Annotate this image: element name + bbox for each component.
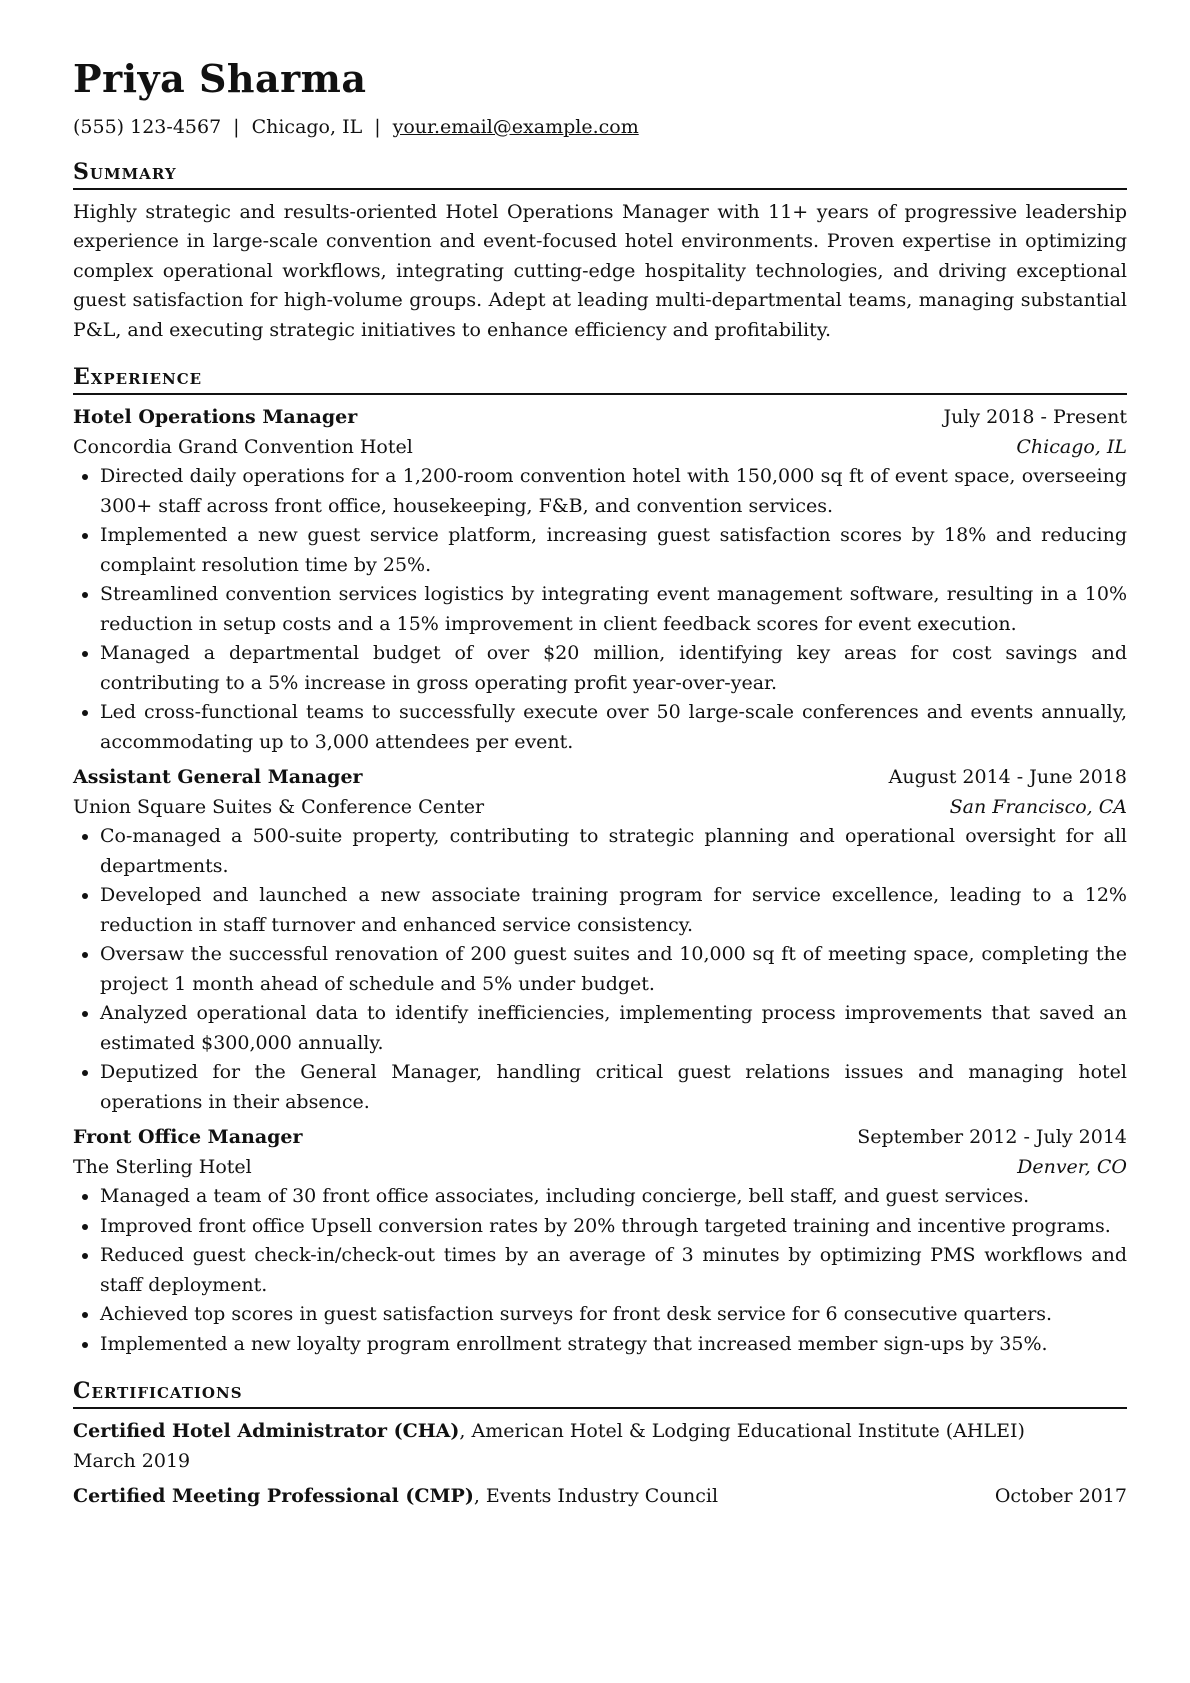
job-entry [73,403,1127,757]
job-bullet: • Managed a team of 30 front office associates, including concierge, bell staff, and guest services. [100,1182,1127,1212]
job-bullet: • Analyzed operational data to identify inefficiencies, implementing process improvements that saved an estimated $300,000 annually. [100,999,1127,1058]
certifications-section [73,1377,1127,1512]
job-company: Union Square Suites & Conference Center [73,795,485,818]
certification-name: Certified Hotel Administrator (CHA) [73,1420,460,1443]
job-title: Front Office Manager [73,1126,303,1149]
job-title: Assistant General Manager [73,766,363,789]
job-company: Concordia Grand Convention Hotel [73,435,413,458]
contact-location: Chicago, IL [251,115,363,138]
job-bullet: • Achieved top scores in guest satisfaction surveys for front desk service for 6 consecutive quarters. [100,1300,1127,1330]
job-bullet: • Implemented a new guest service platform, increasing guest satisfaction scores by 18% and reducing complaint resolution time by 25%. [100,521,1127,580]
certification-date: October 2017 [994,1485,1127,1508]
job-bullet: • Oversaw the successful renovation of 200 guest suites and 10,000 sq ft of meeting space, completing the project 1 month ahead of schedule and 5% under budget. [100,940,1127,999]
section-title-certifications: Certifications [73,1377,1127,1409]
job-entry [73,1123,1127,1359]
job-entry [73,763,1127,1117]
job-header-row [73,1123,1127,1153]
email-link[interactable]: your.email@example.com [392,115,639,138]
certification-issuer: , Events Industry Council [473,1485,719,1508]
certification-item [73,1417,1127,1476]
job-bullet: • Led cross-functional teams to successfully execute over 50 large-scale conferences and events annually, accommodating up to 3,000 attendees per event. [100,698,1127,757]
contact-separator: | [374,115,381,138]
job-bullet-list [73,822,1127,1117]
job-bullet-list [73,1182,1127,1359]
certification-item [73,1482,1127,1512]
job-header-row [73,403,1127,433]
job-dates: July 2018 - Present [943,406,1127,429]
job-company-row [73,433,1127,463]
job-bullet: • Reduced guest check-in/check-out times by an average of 3 minutes by optimizing PMS workflows and staff deployment. [100,1241,1127,1300]
job-bullet: • Deputized for the General Manager, handling critical guest relations issues and managing hotel operations in their absence. [100,1058,1127,1117]
job-bullet: • Managed a departmental budget of over $20 million, identifying key areas for cost savings and contributing to a 5% increase in gross operating profit year-over-year. [100,639,1127,698]
job-dates: August 2014 - June 2018 [888,766,1127,789]
summary-text: Highly strategic and results-oriented Hotel Operations Manager with 11+ years of progressive leadership experience in large-scale convention and event-focused hotel environments. Proven expertise in optimizing complex operational workflows, integrating cutting-edge hospitality technologies, and driving exceptional guest satisfaction for high-volume groups. Adept at leading multi-departmental teams, managing substantial P&L, and executing strategic initiatives to enhance efficiency and profitability. [73,200,1127,341]
job-bullet: • Streamlined convention services logistics by integrating event management software, resulting in a 10% reduction in setup costs and a 15% improvement in client feedback scores for event execution. [100,580,1127,639]
job-location: Denver, CO [1017,1155,1127,1178]
section-title-experience: Experience [73,363,1127,395]
job-bullet: • Co-managed a 500-suite property, contributing to strategic planning and operational oversight for all departments. [100,822,1127,881]
job-title: Hotel Operations Manager [73,406,358,429]
certification-name: Certified Meeting Professional (CMP) [73,1485,474,1508]
certification-date: March 2019 [73,1449,191,1472]
job-bullet: • Implemented a new loyalty program enrollment strategy that increased member sign-ups by 35%. [100,1330,1127,1360]
job-bullet: • Developed and launched a new associate training program for service excellence, leading to a 12% reduction in staff turnover and enhanced service consistency. [100,881,1127,940]
job-header-row [73,763,1127,793]
job-company-row [73,1153,1127,1183]
job-dates: September 2012 - July 2014 [857,1126,1127,1149]
summary-section [73,158,1127,346]
job-location: Chicago, IL [1016,435,1127,458]
candidate-name: Priya Sharma [73,56,367,101]
certification-issuer: , American Hotel & Lodging Educational Institute (AHLEI) [459,1420,1025,1443]
job-bullet: • Directed daily operations for a 1,200-room convention hotel with 150,000 sq ft of event space, overseeing 300+ staff across front office, housekeeping, F&B, and convention services. [100,462,1127,521]
job-bullet: • Improved front office Upsell conversion rates by 20% through targeted training and incentive programs. [100,1212,1127,1242]
job-location: San Francisco, CA [949,795,1127,818]
section-title-summary: Summary [73,158,1127,190]
job-bullet-list [73,462,1127,757]
contact-separator: | [233,115,240,138]
job-company: The Sterling Hotel [73,1155,252,1178]
contact-line [73,114,1127,140]
phone-number: (555) 123-4567 [73,115,222,138]
job-company-row [73,793,1127,823]
resume-page [73,58,1127,1512]
experience-section [73,363,1127,1359]
job-list [73,403,1127,1359]
